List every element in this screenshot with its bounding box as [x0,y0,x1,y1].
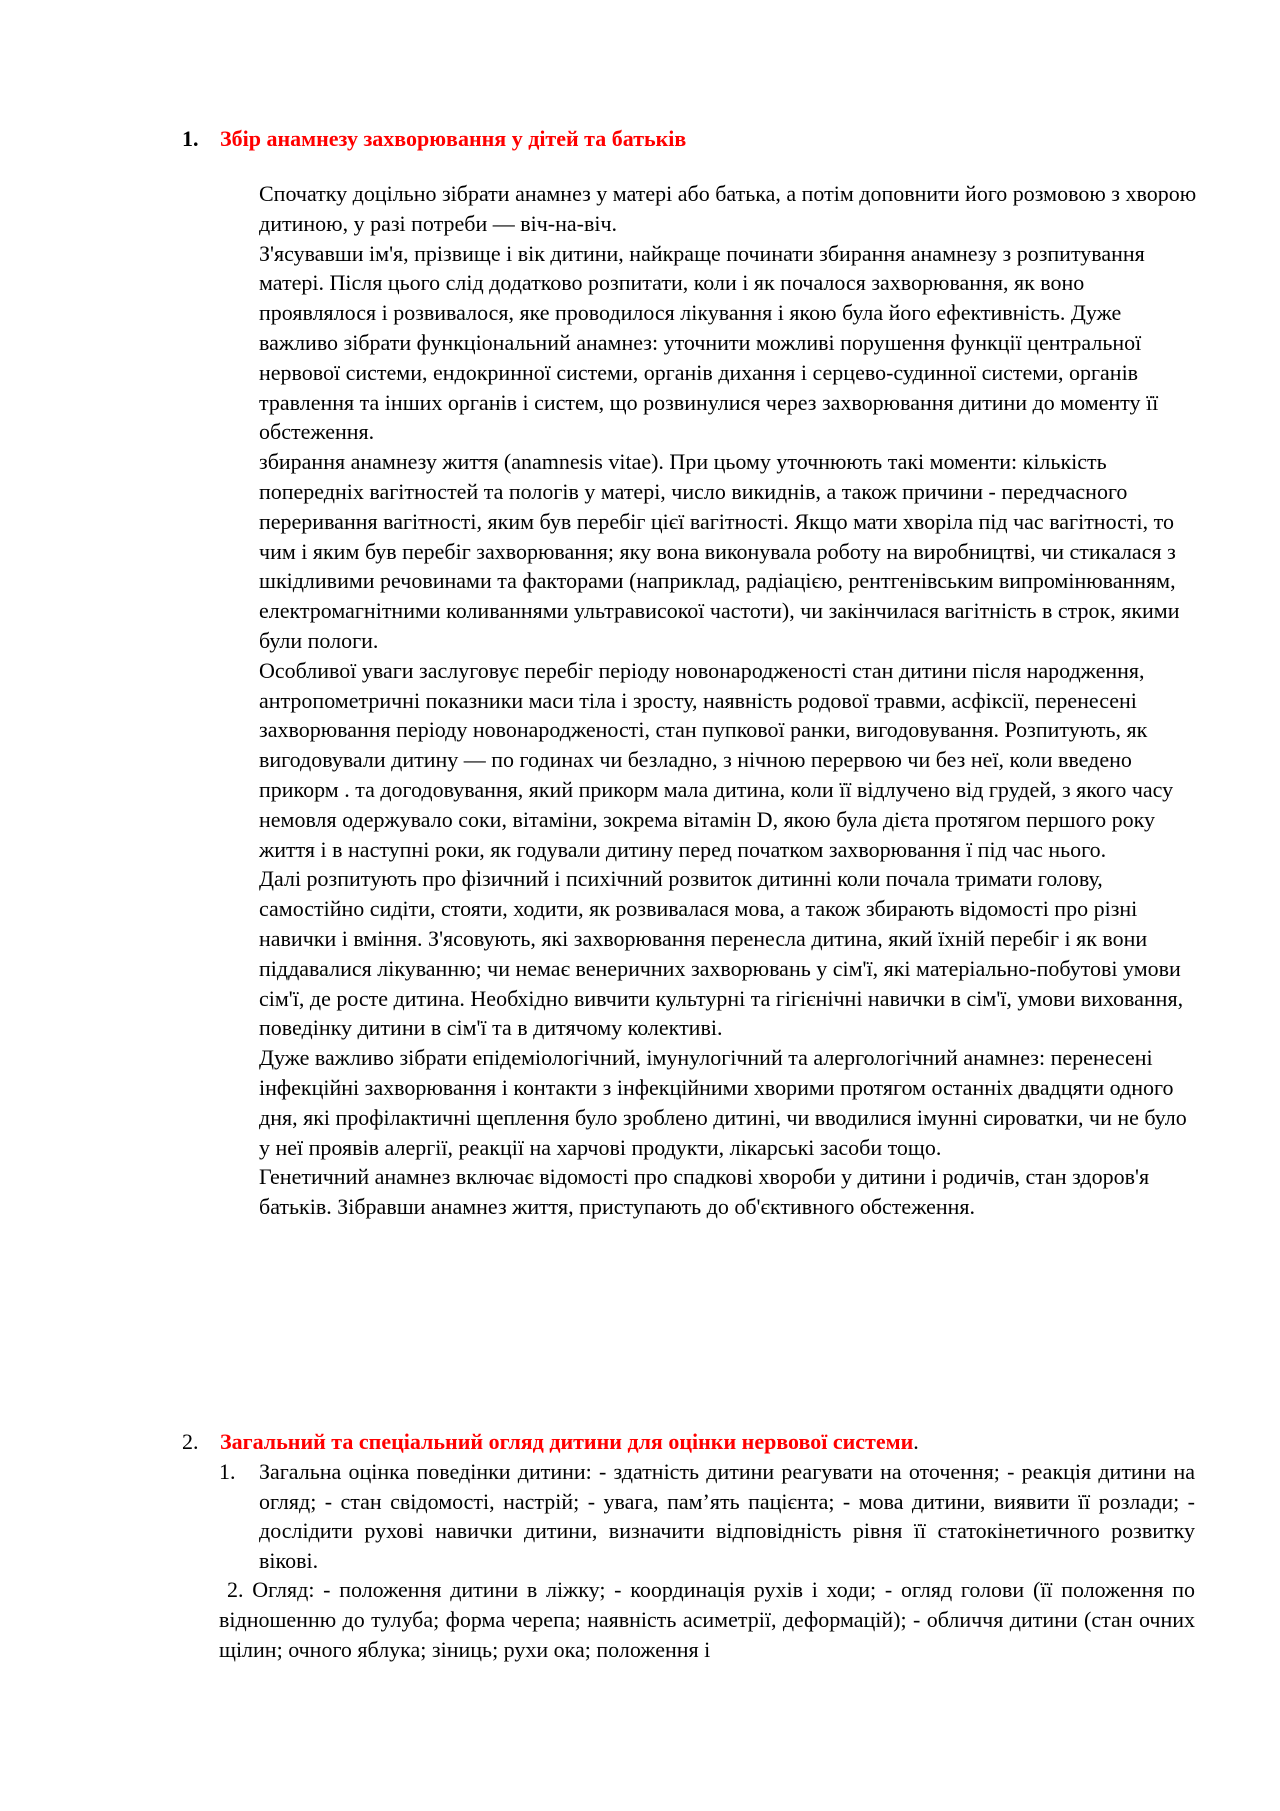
paragraph-intro: Спочатку доцільно зібрати анамнез у матері або батька, а потім доповнити його розмовою з хворою дитиною, у разі потреби — віч-на-віч. [259,181,1197,236]
list-item [219,1457,1195,1575]
section-2-title-suffix: . [913,1429,919,1454]
section-1-body [259,179,1199,1222]
paragraph-newborn-period: Особливої уваги заслуговує перебіг періоду новонародженості стан дитини після народження, антропометричні показники маси тіла і зросту, наявність родової травми, асфіксії, перенесені захворювання періоду новонародженості, стан пупкової ранки, вигодовування. Розпитують, як вигодовували дитину — по годинах чи безладно, з нічною перервою чи без неї, коли введено прикорм . та догодовування, який прикорм мала дитина, коли її відлучено від грудей, з якого часу немовля одержувало соки, вітаміни, зокрема вітамін D, якою була дієта протягом першого року життя і в наступні роки, як годували дитину перед початком захворювання ї під час нього. [259,657,1174,862]
paragraph-disease-history: З'ясувавши ім'я, прізвище і вік дитини, найкраще починати збирання анамнезу з розпитування матері. Після цього слід додатково розпитати, коли і як почалося захворювання, як воно проявлялося і розвивалося, яке проводилося лікування і якою була його ефективність. Дуже важливо зібрати функціональний анамнез: уточнити можливі порушення функції центральної нервової системи, ендокринної системи, органів дихання і серцево-судинної системи, органів травлення та інших органів і систем, що розвинулися через захворювання дитини до моменту її обстеження. [259,240,1159,445]
section-2-heading [182,1427,919,1456]
paragraph-development: Далі розпитують про фізичний і психічний розвиток дитинні коли почала тримати голову, самостійно сидіти, стояти, ходити, як розвивалася мова, а також збирають відомості про різні навички і вміння. З'ясовують, які захворювання перенесла дитина, який їхній перебіг і як вони піддавалися лікуванню; чи немає венеричних захворювань у сім'ї, які матеріально-побутові умови сім'ї, де росте дитина. Необхідно вивчити культурні та гігієнічні навички в сім'ї, умови виховання, поведінку дитини в сім'ї та в дитячому колективі. [259,866,1184,1041]
list-item-number: 1. [219,1459,236,1484]
list-item-text: Загальна оцінка поведінки дитини: - здатність дитини реагувати на оточення; - реакція дитини на огляд; - стан свідомості, настрій; - увага, пам’ять пацієнта; - мова дитини, виявити її розлади; - дослідити рухові навички дитини, визначити відповідність рівня її статокінетичного розвитку вікові. [259,1459,1195,1573]
paragraph-genetics: Генетичний анамнез включає відомості про спадкові хвороби у дитини і родичів, стан здоров'я батьків. Зібравши анамнез життя, приступають до об'єктивного обстеження. [259,1164,1150,1220]
paragraph-life-history: збирання анамнезу життя (anamnesis vitae). При цьому уточнюють такі моменти: кількість попередніх вагітностей та пологів у матері, число викиднів, а також причини - передчасного переривання вагітності, яким був перебіг цієї вагітності. Якщо мати хворіла під час вагітності, то чим і яким був перебіг захворювання; яку вона виконувала роботу на виробництві, чи стикалася з шкідливими речовинами та факторами (наприклад, радіацією, рентгенівським випромінюванням, електромагнітними коливаннями ультрависокої частоти), чи закінчилася вагітність в строк, якими були пологи. [259,449,1180,653]
section-1-heading [182,124,686,153]
section-1-title: Збір анамнезу захворювання у дітей та батьків [220,126,687,151]
examination-paragraph: 2. Огляд: - положення дитини в ліжку; - координація рухів і ходи; - огляд голови (її положення по відношенню до тулуба; форма черепа; наявність асиметрії, деформацій); - обличчя дитини (стан очних щілин; очного яблука; зіниць; рухи ока; положення і [219,1577,1195,1662]
section-2-number: 2. [182,1429,199,1454]
paragraph-epidemiology: Дуже важливо зібрати епідеміологічний, імунулогічний та алергологічний анамнез: перенесені інфекційні захворювання і контакти з інфекційними хворими протягом останніх двадцяти одного дня, які профілактичні щеплення було зроблено дитині, чи вводилися імунні сироватки, чи не було у неї проявів алергії, реакції на харчові продукти, лікарські засоби тощо. [259,1045,1187,1160]
section-2-title: Загальний та спеціальний огляд дитини для оцінки нервової системи [220,1429,914,1454]
section-1-number: 1. [182,126,199,151]
